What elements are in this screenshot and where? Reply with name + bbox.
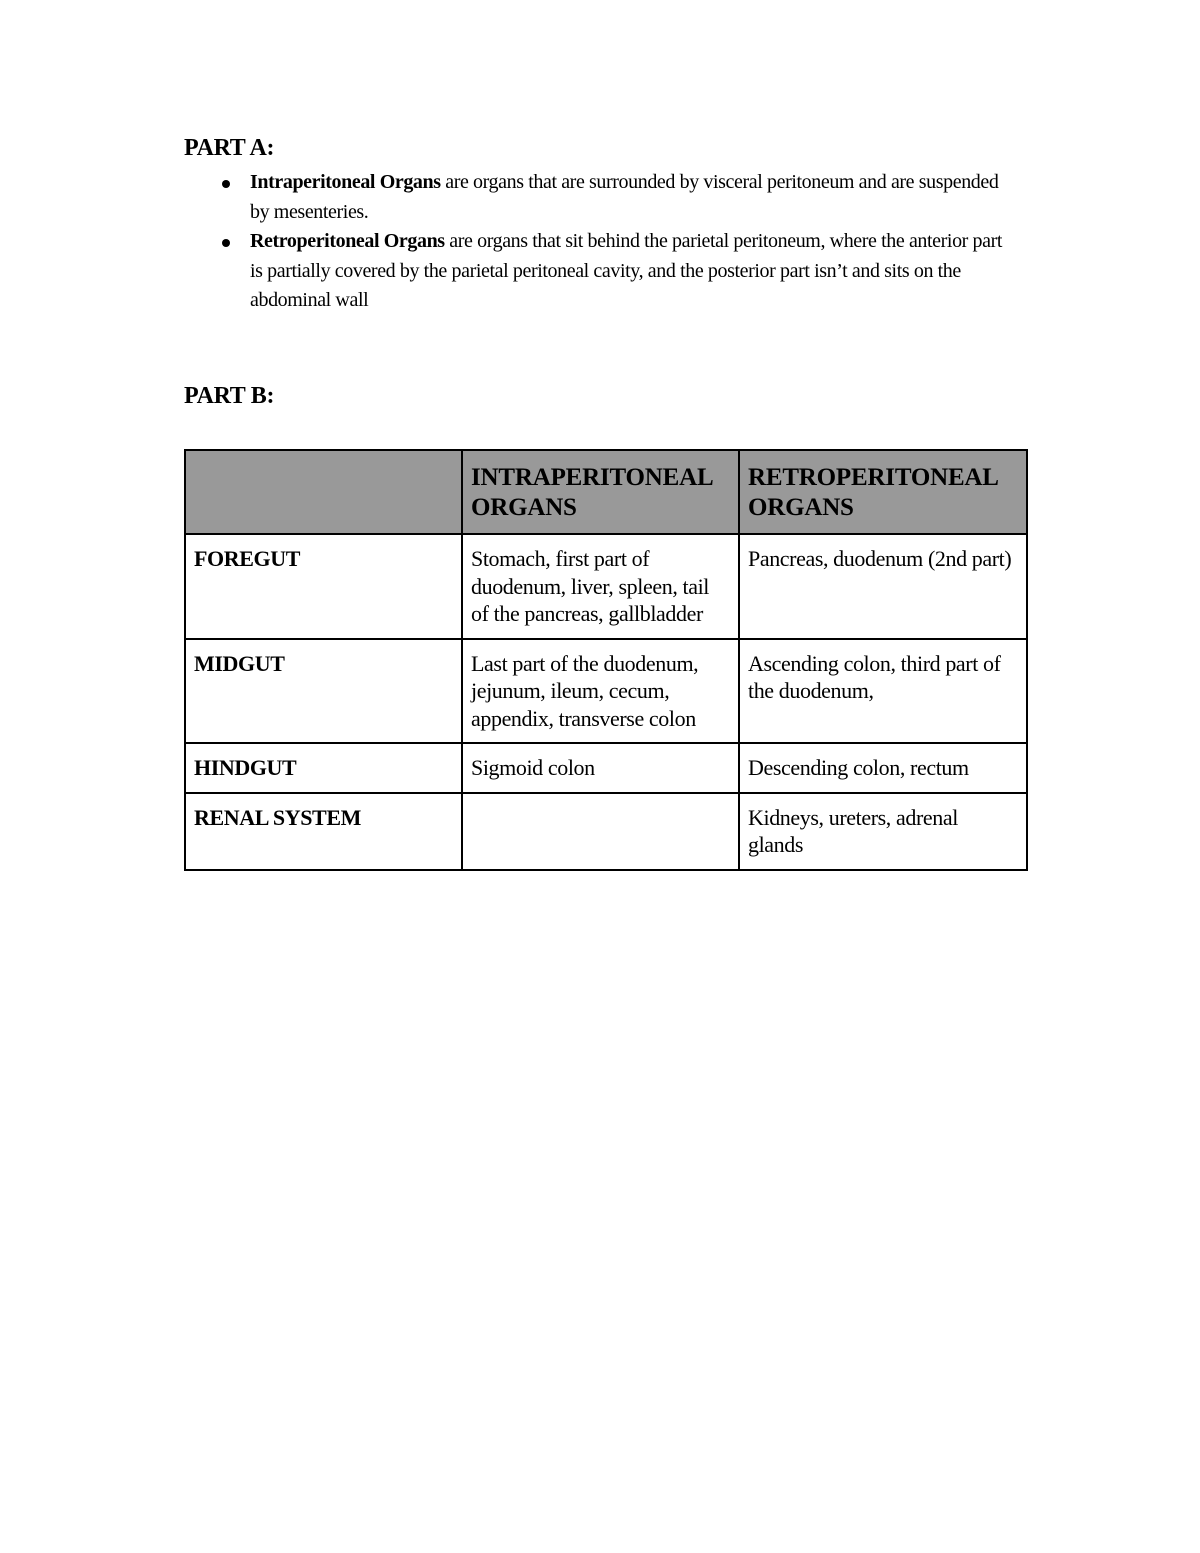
table-row xyxy=(185,793,1027,870)
row-label: HINDGUT xyxy=(185,743,462,793)
bullet-term: Retroperitoneal Organs xyxy=(250,230,445,252)
row-label: FOREGUT xyxy=(185,534,462,639)
organs-table xyxy=(184,449,1028,871)
column-header-intraperitoneal: INTRAPERITONEAL ORGANS xyxy=(462,450,739,534)
column-header-retroperitoneal: RETROPERITONEAL ORGANS xyxy=(739,450,1027,534)
intraperitoneal-cell: Last part of the duodenum, jejunum, ileum, cecum, appendix, transverse colon xyxy=(462,639,739,744)
list-item xyxy=(216,227,1016,316)
intraperitoneal-cell: Stomach, first part of duodenum, liver, spleen, tail of the pancreas, gallbladder xyxy=(462,534,739,639)
part-b-heading: PART B: xyxy=(184,383,275,409)
table-header-row xyxy=(185,450,1027,534)
bullet-icon xyxy=(222,180,230,188)
bullet-term: Intraperitoneal Organs xyxy=(250,171,441,193)
row-label: MIDGUT xyxy=(185,639,462,744)
bullet-text: are organs that are surrounded by visceral peritoneum and are suspended by mesenteries. xyxy=(250,171,999,223)
intraperitoneal-cell: Sigmoid colon xyxy=(462,743,739,793)
retroperitoneal-cell: Descending colon, rectum xyxy=(739,743,1027,793)
row-label: RENAL SYSTEM xyxy=(185,793,462,870)
table-row xyxy=(185,534,1027,639)
table-row xyxy=(185,639,1027,744)
intraperitoneal-cell xyxy=(462,793,739,870)
part-a-bullet-list xyxy=(216,168,1016,316)
list-item xyxy=(216,168,1016,227)
retroperitoneal-cell: Kidneys, ureters, adrenal glands xyxy=(739,793,1027,870)
part-a-heading: PART A: xyxy=(184,135,275,161)
retroperitoneal-cell: Pancreas, duodenum (2nd part) xyxy=(739,534,1027,639)
bullet-icon xyxy=(222,239,230,247)
table-row xyxy=(185,743,1027,793)
column-header-blank xyxy=(185,450,462,534)
bullet-text: are organs that sit behind the parietal peritoneum, where the anterior part is partially covered by the parietal peritoneal cavity, and the posterior part isn’t and sits on the abdominal wall xyxy=(250,230,1003,311)
retroperitoneal-cell: Ascending colon, third part of the duodenum, xyxy=(739,639,1027,744)
